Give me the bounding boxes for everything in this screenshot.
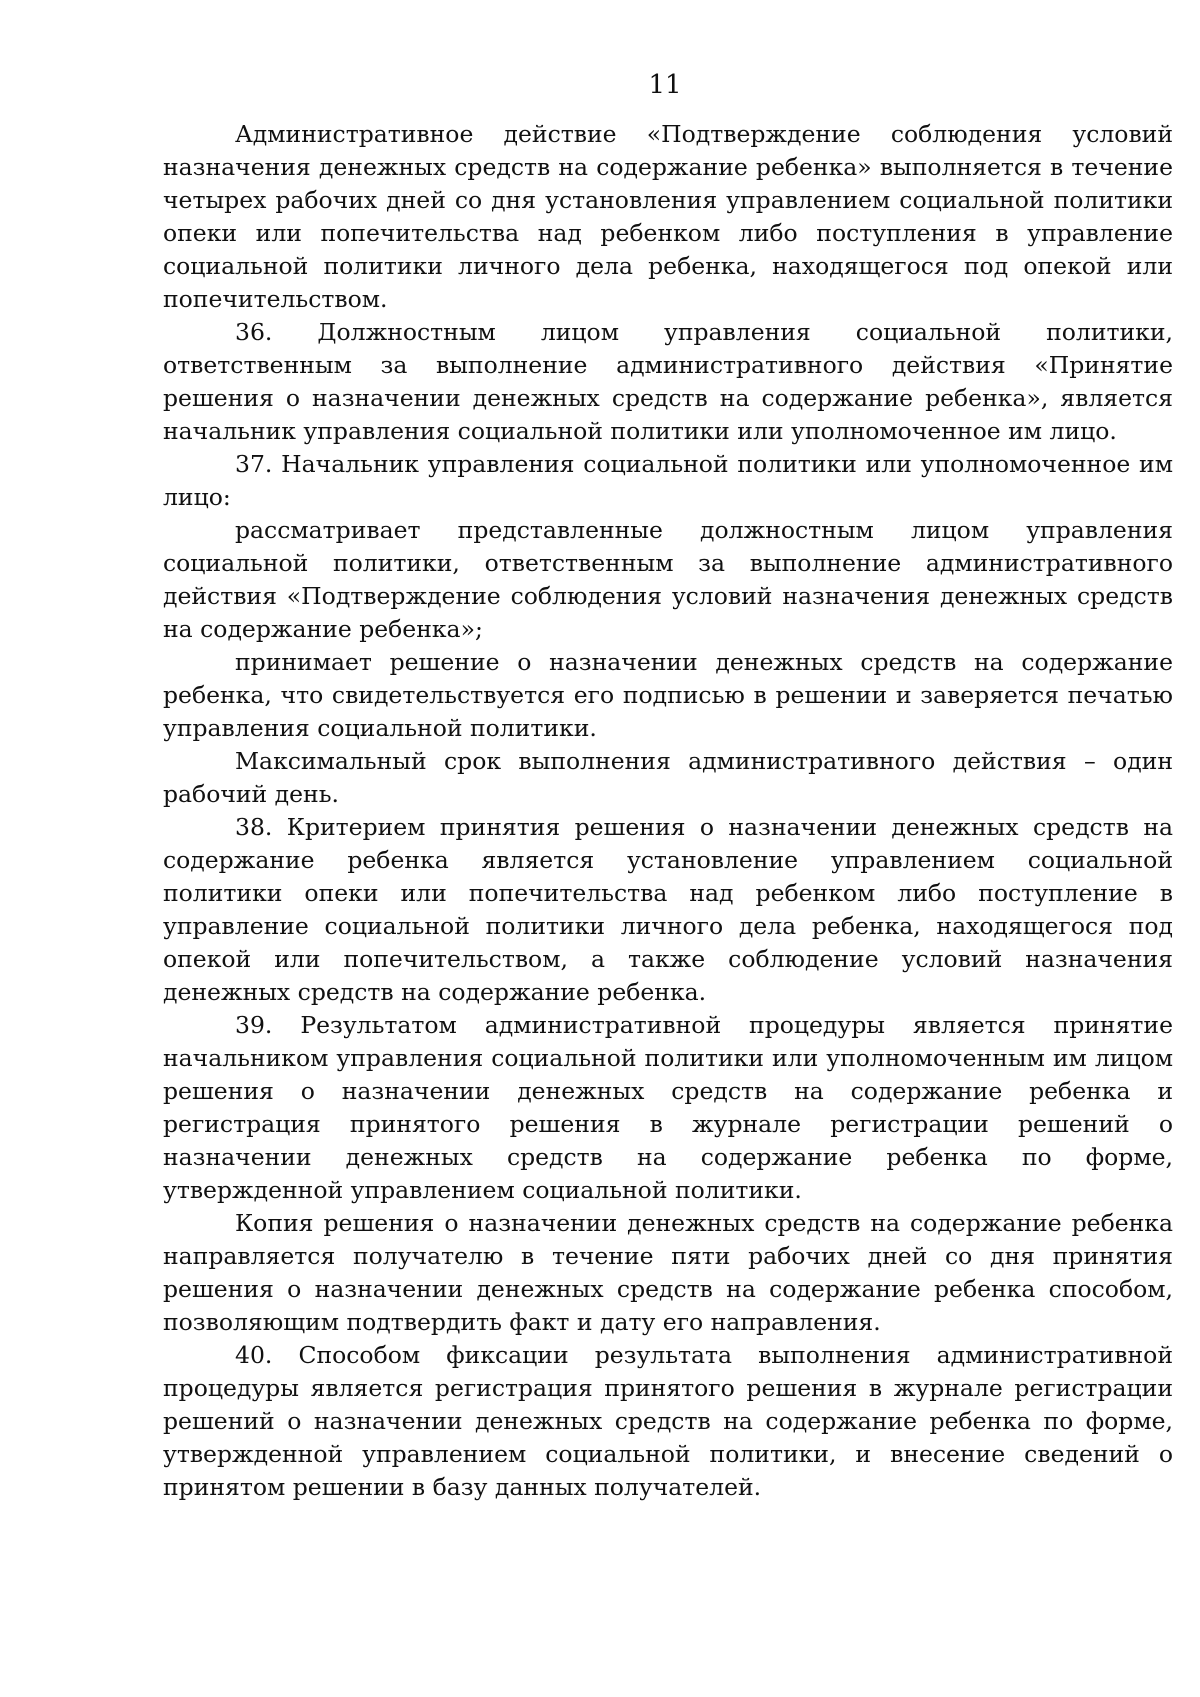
paragraph-admin-action-confirmation: Административное действие «Подтверждение соблюдения условий назначения денежных средств на содержание ребенка» выполняется в течение четырех рабочих дней со дня установления управлением социальной политики опеки или попечительства над ребенком либо поступления в управление социальной политики личного дела ребенка, находящегося под опекой или попечительством. <box>163 120 1173 313</box>
paragraph-37: 37. Начальник управления социальной политики или уполномоченное им лицо: <box>163 450 1173 511</box>
paragraph-37-item-reviews: рассматривает представленные должностным лицом управления социальной политики, ответственным за выполнение административного действия «Подтверждение соблюдения условий назначения денежных средств на содержание ребенка»; <box>163 516 1173 643</box>
paragraph-max-term: Максимальный срок выполнения административного действия – один рабочий день. <box>163 747 1173 808</box>
page-number: 11 <box>648 70 682 100</box>
paragraph-39: 39. Результатом административной процедуры является принятие начальником управления социальной политики или уполномоченным им лицом решения о назначении денежных средств на содержание ребенка и регистрация принятого решения в журнале регистрации решений о назначении денежных средств на содержание ребенка по форме, утвержденной управлением социальной политики. <box>163 1011 1173 1204</box>
paragraph-36: 36. Должностным лицом управления социальной политики, ответственным за выполнение административного действия «Принятие решения о назначении денежных средств на содержание ребенка», является начальник управления социальной политики или уполномоченное им лицо. <box>163 318 1173 445</box>
document-body <box>163 118 1173 1504</box>
paragraph-37-item-decides: принимает решение о назначении денежных средств на содержание ребенка, что свидетельствуется его подписью в решении и заверяется печатью управления социальной политики. <box>163 648 1173 742</box>
paragraph-copy-of-decision: Копия решения о назначении денежных средств на содержание ребенка направляется получателю в течение пяти рабочих дней со дня принятия решения о назначении денежных средств на содержание ребенка способом, позволяющим подтвердить факт и дату его направления. <box>163 1209 1173 1336</box>
paragraph-38: 38. Критерием принятия решения о назначении денежных средств на содержание ребенка является установление управлением социальной политики опеки или попечительства над ребенком либо поступление в управление социальной политики личного дела ребенка, находящегося под опекой или попечительством, а также соблюдение условий назначения денежных средств на содержание ребенка. <box>163 813 1173 1006</box>
paragraph-40: 40. Способом фиксации результата выполнения административной процедуры является регистрация принятого решения в журнале регистрации решений о назначении денежных средств на содержание ребенка по форме, утвержденной управлением социальной политики, и внесение сведений о принятом решении в базу данных получателей. <box>163 1341 1173 1501</box>
